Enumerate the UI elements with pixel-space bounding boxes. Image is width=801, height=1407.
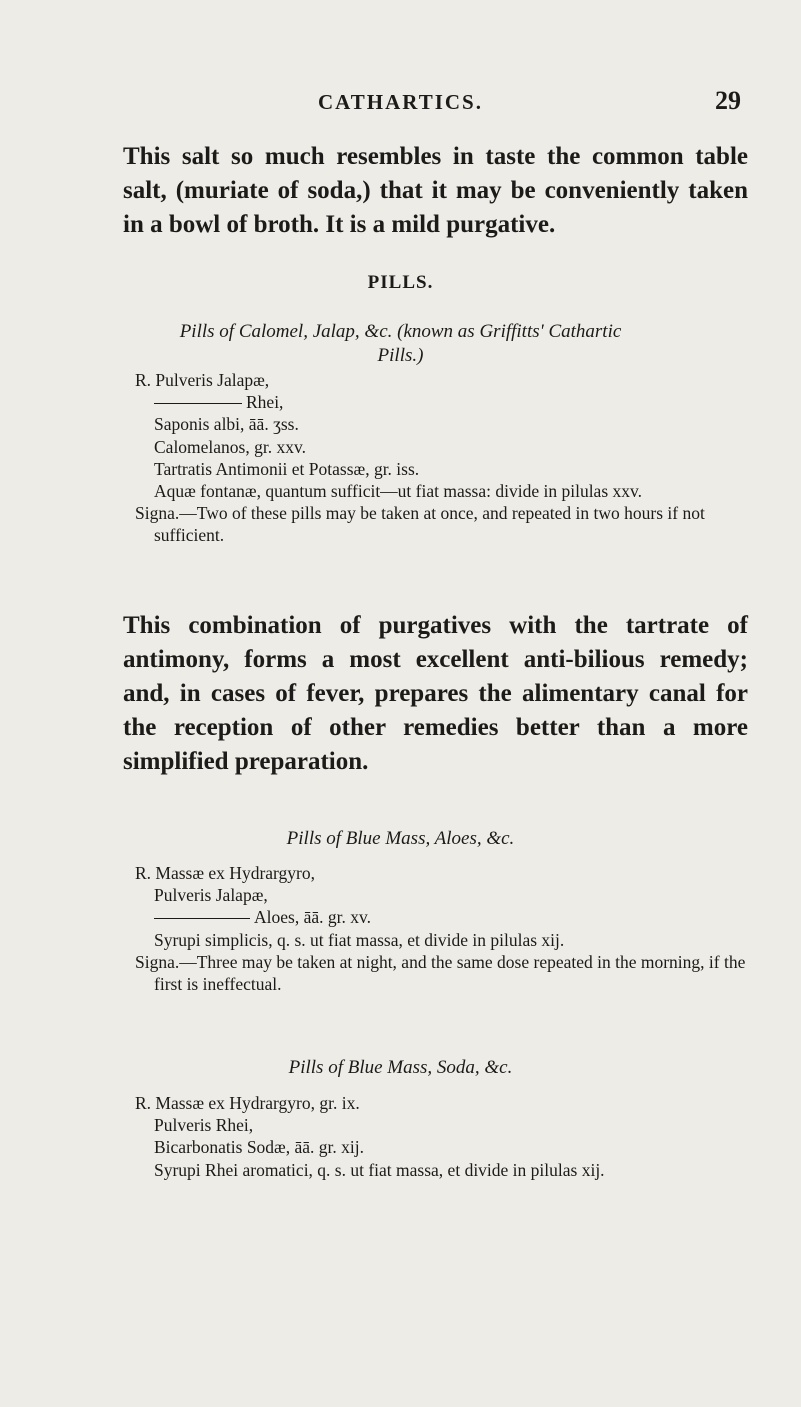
- recipe-line: Tartratis Antimonii et Potassæ, gr. iss.: [154, 458, 420, 479]
- recipe-line: Bicarbonatis Sodæ, āā. gr. xij.: [154, 1137, 364, 1158]
- recipe-line: R. Massæ ex Hydrargyro, gr. ix.: [135, 1093, 360, 1113]
- recipe-signa: Signa.—Two of these pills may be taken at once, and repeated in two hours if not sufficient.: [135, 503, 705, 546]
- middle-paragraph: This combination of purgatives with the tartrate of antimony, forms a most excellent anti-bilious remedy; and, in cases of fever, prepares the alimentary canal for the reception of other remedies better than a more simplified preparation.: [123, 612, 748, 775]
- ditto-dash: [154, 918, 250, 919]
- recipe-3: [135, 1092, 748, 1181]
- recipe-1: [135, 369, 748, 547]
- section-heading: PILLS.: [367, 272, 434, 293]
- recipe-signa: Signa.—Three may be taken at night, and the same dose repeated in the morning, if the first is ineffectual.: [135, 951, 746, 995]
- page-number: 29: [715, 86, 741, 115]
- recipe-1-title-line-2: Pills.): [377, 345, 424, 366]
- recipe-2: [135, 862, 748, 995]
- recipe-3-title: Pills of Blue Mass, Soda, &c.: [288, 1057, 513, 1078]
- recipe-line: Saponis albi, āā. ʒss.: [154, 414, 299, 435]
- ditto-dash: [154, 403, 242, 404]
- running-title: CATHARTICS.: [318, 90, 483, 114]
- intro-paragraph: This salt so much resembles in taste the common table salt, (muriate of soda,) that it may be conveniently taken in a bowl of broth. It is a mild purgative.: [123, 143, 748, 238]
- recipe-1-title: [0, 320, 801, 368]
- recipe-1-title-line-1: Pills of Calomel, Jalap, &c. (known as Griffitts' Cathartic: [179, 321, 622, 342]
- recipe-line: Syrupi Rhei aromatici, q. s. ut fiat massa, et divide in pilulas xij.: [154, 1159, 605, 1180]
- running-head: [0, 86, 801, 116]
- recipe-line: Syrupi simplicis, q. s. ut fiat massa, et divide in pilulas xij.: [154, 929, 565, 950]
- recipe-line: [135, 391, 748, 413]
- recipe-line-text: Aloes, āā. gr. xv.: [254, 907, 371, 928]
- recipe-line: Aquæ fontanæ, quantum sufficit—ut fiat massa: divide in pilulas xxv.: [154, 481, 643, 502]
- recipe-line: Pulveris Jalapæ,: [154, 885, 268, 906]
- recipe-line: R. Massæ ex Hydrargyro,: [135, 863, 316, 883]
- recipe-line: [135, 906, 748, 928]
- recipe-2-title: Pills of Blue Mass, Aloes, &c.: [286, 828, 515, 849]
- recipe-line: R. Pulveris Jalapæ,: [135, 370, 270, 390]
- recipe-line-text: Rhei,: [246, 392, 284, 413]
- recipe-line: Calomelanos, gr. xxv.: [154, 436, 306, 457]
- recipe-line: Pulveris Rhei,: [154, 1115, 254, 1136]
